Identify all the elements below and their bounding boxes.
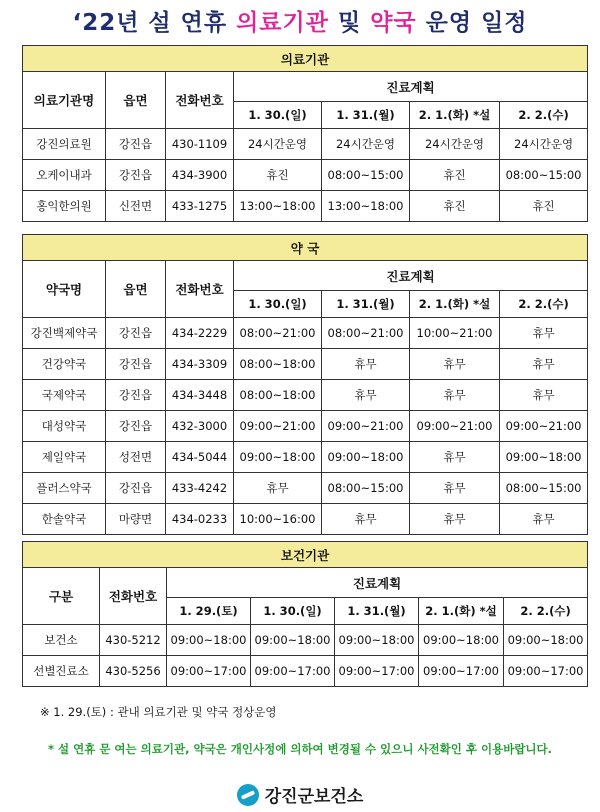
table-cell: 강진읍 xyxy=(106,473,166,504)
date-header: 1. 31.(월) xyxy=(322,291,410,318)
table-cell: 휴진 xyxy=(410,191,500,222)
table-cell: 성전면 xyxy=(106,442,166,473)
table-cell: 강진의료원 xyxy=(23,129,106,160)
table-row xyxy=(23,349,588,380)
col-plan: 진료계획 xyxy=(234,72,588,102)
table-cell: 선별진료소 xyxy=(23,656,100,687)
table-cell: 휴무 xyxy=(410,380,500,411)
table-row xyxy=(23,380,588,411)
col-phone: 전화번호 xyxy=(166,261,234,318)
table-cell: 강진읍 xyxy=(106,160,166,191)
table-cell: 13:00~18:00 xyxy=(322,191,410,222)
warning-text: * 설 연휴 문 여는 의료기관, 약국은 개인사정에 의하여 변경될 수 있으니 사전확인 후 이용바랍니다. xyxy=(47,742,553,756)
table-cell: 한솔약국 xyxy=(23,504,106,535)
date-header: 1. 30.(일) xyxy=(234,102,322,129)
table-cell: 08:00~18:00 xyxy=(234,349,322,380)
col-institution-name: 의료기관명 xyxy=(23,72,106,129)
table-cell: 휴무 xyxy=(322,380,410,411)
date-header: 1. 29.(토) xyxy=(167,598,251,625)
table-cell: 09:00~18:00 xyxy=(504,625,588,656)
table-cell: 휴진 xyxy=(410,160,500,191)
table-cell: 09:00~18:00 xyxy=(251,625,335,656)
col-category: 구분 xyxy=(23,568,100,625)
table-cell: 434-2229 xyxy=(166,318,234,349)
pharmacy-section-header: 약 국 xyxy=(23,235,588,261)
table-cell: 제일약국 xyxy=(23,442,106,473)
table-cell: 09:00~17:00 xyxy=(504,656,588,687)
table-cell: 휴무 xyxy=(410,349,500,380)
table-cell: 대성약국 xyxy=(23,411,106,442)
table-cell: 오케이내과 xyxy=(23,160,106,191)
table-cell: 430-1109 xyxy=(166,129,234,160)
table-cell: 플러스약국 xyxy=(23,473,106,504)
table-cell: 휴무 xyxy=(500,380,588,411)
table-cell: 강진읍 xyxy=(106,129,166,160)
table-cell: 434-3448 xyxy=(166,380,234,411)
date-header: 1. 30.(일) xyxy=(251,598,335,625)
table-cell: 강진읍 xyxy=(106,411,166,442)
table-cell: 마량면 xyxy=(106,504,166,535)
table-cell: 08:00~21:00 xyxy=(322,318,410,349)
medical-table xyxy=(22,45,588,222)
table-cell: 434-0233 xyxy=(166,504,234,535)
table-cell: 09:00~18:00 xyxy=(322,442,410,473)
table-cell: 13:00~18:00 xyxy=(234,191,322,222)
table-cell: 08:00~15:00 xyxy=(500,160,588,191)
date-header: 1. 30.(일) xyxy=(234,291,322,318)
table-cell: 휴진 xyxy=(234,160,322,191)
table-cell: 휴무 xyxy=(500,504,588,535)
date-header: 1. 31.(월) xyxy=(335,598,419,625)
table-row xyxy=(23,625,588,656)
table-row xyxy=(23,442,588,473)
table-cell: 09:00~18:00 xyxy=(419,625,504,656)
table-cell: 09:00~18:00 xyxy=(234,442,322,473)
table-cell: 국제약국 xyxy=(23,380,106,411)
table-cell: 09:00~21:00 xyxy=(500,411,588,442)
table-cell: 휴무 xyxy=(500,349,588,380)
table-cell: 434-3900 xyxy=(166,160,234,191)
table-row xyxy=(23,473,588,504)
table-cell: 24시간운영 xyxy=(234,129,322,160)
table-cell: 24시간운영 xyxy=(500,129,588,160)
table-cell: 24시간운영 xyxy=(410,129,500,160)
table-cell: 09:00~17:00 xyxy=(419,656,504,687)
table-cell: 강진읍 xyxy=(106,380,166,411)
table-cell: 신전면 xyxy=(106,191,166,222)
date-header: 1. 31.(월) xyxy=(322,102,410,129)
table-cell: 보건소 xyxy=(23,625,100,656)
table-cell: 홍익한의원 xyxy=(23,191,106,222)
table-cell: 430-5256 xyxy=(100,656,167,687)
table-cell: 휴진 xyxy=(500,191,588,222)
date-header: 2. 2.(수) xyxy=(504,598,588,625)
col-town: 읍면 xyxy=(106,261,166,318)
pharmacy-table xyxy=(22,234,588,535)
table-cell: 휴무 xyxy=(410,504,500,535)
table-cell: 휴무 xyxy=(322,349,410,380)
date-header: 2. 1.(화) *설 xyxy=(410,102,500,129)
table-cell: 10:00~21:00 xyxy=(410,318,500,349)
table-row xyxy=(23,504,588,535)
table-cell: 434-5044 xyxy=(166,442,234,473)
title-highlight-medical: 의료기관 xyxy=(236,10,329,36)
table-cell: 433-4242 xyxy=(166,473,234,504)
table-cell: 433-1275 xyxy=(166,191,234,222)
table-row xyxy=(23,656,588,687)
table-cell: 강진읍 xyxy=(106,318,166,349)
col-town: 읍면 xyxy=(106,72,166,129)
table-cell: 08:00~15:00 xyxy=(322,160,410,191)
table-cell: 08:00~21:00 xyxy=(234,318,322,349)
table-cell: 강진백제약국 xyxy=(23,318,106,349)
table-cell: 09:00~21:00 xyxy=(234,411,322,442)
table-row xyxy=(23,318,588,349)
footer-logo xyxy=(0,782,600,810)
title-prefix: ‘22년 설 연휴 xyxy=(72,10,237,36)
table-cell: 휴무 xyxy=(410,442,500,473)
note-text: ※ 1. 29.(토) : 관내 의료기관 및 약국 정상운영 xyxy=(40,705,277,719)
table-cell: 24시간운영 xyxy=(322,129,410,160)
table-cell: 08:00~15:00 xyxy=(322,473,410,504)
table-row xyxy=(23,129,588,160)
table-row xyxy=(23,191,588,222)
col-plan: 진료계획 xyxy=(167,568,588,598)
health-table xyxy=(22,541,588,687)
table-cell: 09:00~18:00 xyxy=(335,625,419,656)
table-cell: 휴무 xyxy=(500,318,588,349)
table-cell: 09:00~18:00 xyxy=(500,442,588,473)
table-cell: 10:00~16:00 xyxy=(234,504,322,535)
date-header: 2. 2.(수) xyxy=(500,291,588,318)
health-section-header: 보건기관 xyxy=(23,542,588,568)
page-title xyxy=(0,4,600,37)
table-cell: 휴무 xyxy=(322,504,410,535)
table-cell: 09:00~17:00 xyxy=(167,656,251,687)
title-highlight-pharmacy: 약국 xyxy=(370,10,417,36)
table-cell: 09:00~18:00 xyxy=(167,625,251,656)
table-cell: 08:00~15:00 xyxy=(500,473,588,504)
table-cell: 휴무 xyxy=(234,473,322,504)
table-cell: 08:00~18:00 xyxy=(234,380,322,411)
gangjin-county-logo-icon xyxy=(237,784,259,806)
date-header: 2. 1.(화) *설 xyxy=(410,291,500,318)
date-header: 2. 2.(수) xyxy=(500,102,588,129)
medical-section-header: 의료기관 xyxy=(23,46,588,72)
table-cell: 휴무 xyxy=(410,473,500,504)
table-row xyxy=(23,160,588,191)
col-plan: 진료계획 xyxy=(234,261,588,291)
table-cell: 434-3309 xyxy=(166,349,234,380)
title-mid: 및 xyxy=(328,10,371,36)
col-phone: 전화번호 xyxy=(166,72,234,129)
table-cell: 430-5212 xyxy=(100,625,167,656)
date-header: 2. 1.(화) *설 xyxy=(419,598,504,625)
table-row xyxy=(23,411,588,442)
table-cell: 건강약국 xyxy=(23,349,106,380)
table-cell: 09:00~21:00 xyxy=(410,411,500,442)
table-cell: 강진읍 xyxy=(106,349,166,380)
table-cell: 432-3000 xyxy=(166,411,234,442)
col-pharmacy-name: 약국명 xyxy=(23,261,106,318)
table-cell: 09:00~21:00 xyxy=(322,411,410,442)
col-phone: 전화번호 xyxy=(100,568,167,625)
title-suffix: 운영 일정 xyxy=(416,10,528,36)
table-cell: 09:00~17:00 xyxy=(251,656,335,687)
logo-text: 강진군보건소 xyxy=(264,787,364,807)
table-cell: 09:00~17:00 xyxy=(335,656,419,687)
